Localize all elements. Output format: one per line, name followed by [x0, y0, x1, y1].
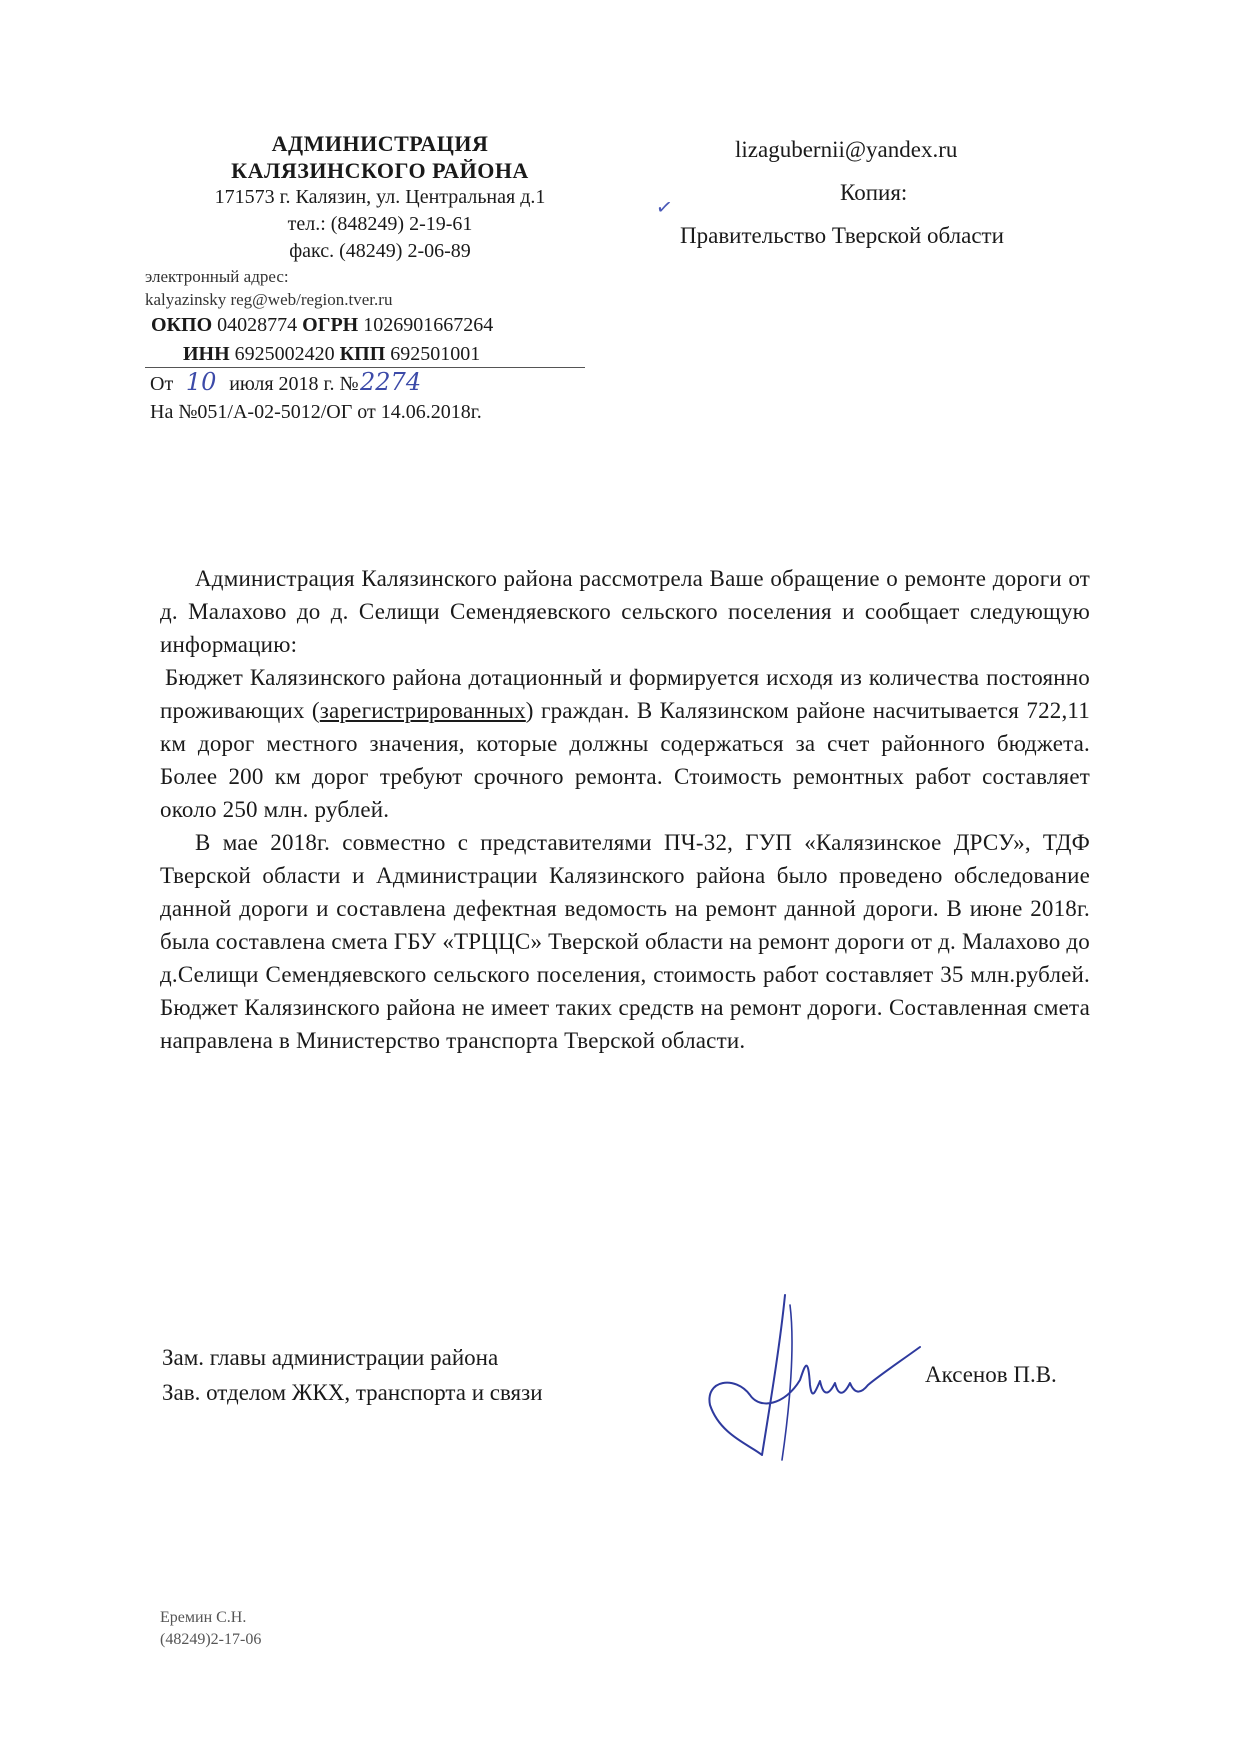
copy-label: Копия: — [840, 180, 908, 205]
org-fax: факс. (48249) 2-06-89 — [289, 240, 471, 262]
handwritten-day: 10 — [185, 368, 217, 396]
executor-name: Еремин С.Н. — [160, 1609, 247, 1626]
letter-body — [160, 562, 1090, 1057]
handwritten-number: 2274 — [360, 368, 422, 396]
org-address: 171573 г. Калязин, ул. Центральная д.1 — [214, 186, 546, 208]
date-rest: июля 2018 г. — [229, 373, 335, 395]
recipient-block — [660, 128, 1100, 257]
date-prefix: От — [150, 373, 174, 395]
recipient-email: lizagubernii@yandex.ru — [735, 137, 958, 162]
org-email-label: электронный адрес: — [145, 267, 289, 286]
body-paragraph-2 — [160, 661, 1090, 826]
inn-label: ИНН — [183, 343, 230, 365]
letterhead — [145, 130, 615, 426]
executor-block — [160, 1607, 261, 1651]
kpp-label: КПП — [339, 343, 386, 365]
kpp-value: 692501001 — [390, 343, 481, 365]
signatory-name: Аксенов П.В. — [925, 1362, 1057, 1387]
inn-value: 6925002420 — [234, 343, 335, 365]
signature-stroke-2 — [782, 1305, 792, 1460]
number-prefix: № — [339, 373, 359, 395]
okpo-label: ОКПО — [151, 314, 213, 336]
body-paragraph-3: В мае 2018г. совместно с представителями ПЧ-32, ГУП «Калязинское ДРСУ», ТДФ Тверской области и Администрации Калязинского района было проведено обследование данной дороги и составлена дефектная ведомость на ремонт данной дороги. В июне 2018г. была составлена смета ГБУ «ТРЦЦС» Тверской области на ремонт дороги от д. Малахово до д.Селищи Семендяевского сельского поселения, стоимость работ составляет 35 млн.рублей. Бюджет Калязинского района не имеет таких средств на ремонт дороги. Составленная смета направлена в Министерство транспорта Тверской области. — [160, 830, 1090, 1053]
org-email: kalyazinsky reg@web/region.tver.ru — [145, 290, 393, 309]
executor-phone: (48249)2-17-06 — [160, 1631, 262, 1648]
p2-text-after: ) граждан. В Калязинском районе насчитывается 722,11 км дорог местного значения, которые должны содержаться за счет районного бюджета. Более 200 км дорог требуют срочного ремонта. Стоимость ремонтных работ составляет около 250 млн. рублей. — [160, 698, 1090, 822]
letter-date-line — [145, 368, 615, 398]
org-phone: тел.: (848249) 2-19-61 — [287, 213, 473, 235]
signatory-position — [162, 1340, 543, 1410]
reference-line: На №051/А-02-5012/ОГ от 14.06.2018г. — [150, 401, 482, 423]
p2-text-before: Бюджет Калязинского района дотационный и формируется исходя из количества постоянно проживающих ( — [160, 665, 1090, 723]
position-line-2: Зав. отделом ЖКХ, транспорта и связи — [162, 1380, 543, 1405]
org-name-line2: КАЛЯЗИНСКОГО РАЙОНА — [231, 158, 529, 183]
position-line-1: Зам. главы администрации района — [162, 1345, 499, 1370]
ogrn-value: 1026901667264 — [363, 314, 494, 336]
body-paragraph-1: Администрация Калязинского района рассмотрела Ваше обращение о ремонте дороги от д. Малахово до д. Селищи Семендяевского сельского поселения и сообщает следующую информацию: — [160, 566, 1090, 657]
ogrn-label: ОГРН — [302, 314, 359, 336]
check-mark-icon: ✓ — [654, 193, 675, 221]
copy-recipient: Правительство Тверской области — [680, 223, 1004, 248]
org-codes-line1 — [145, 311, 615, 340]
handwritten-signature — [690, 1285, 950, 1485]
org-name-line1: АДМИНИСТРАЦИЯ — [271, 131, 489, 156]
p2-underlined: зарегистрированных — [319, 698, 526, 723]
signature-stroke — [709, 1295, 920, 1455]
okpo-value: 04028774 — [217, 314, 298, 336]
org-codes-line2 — [145, 340, 615, 369]
